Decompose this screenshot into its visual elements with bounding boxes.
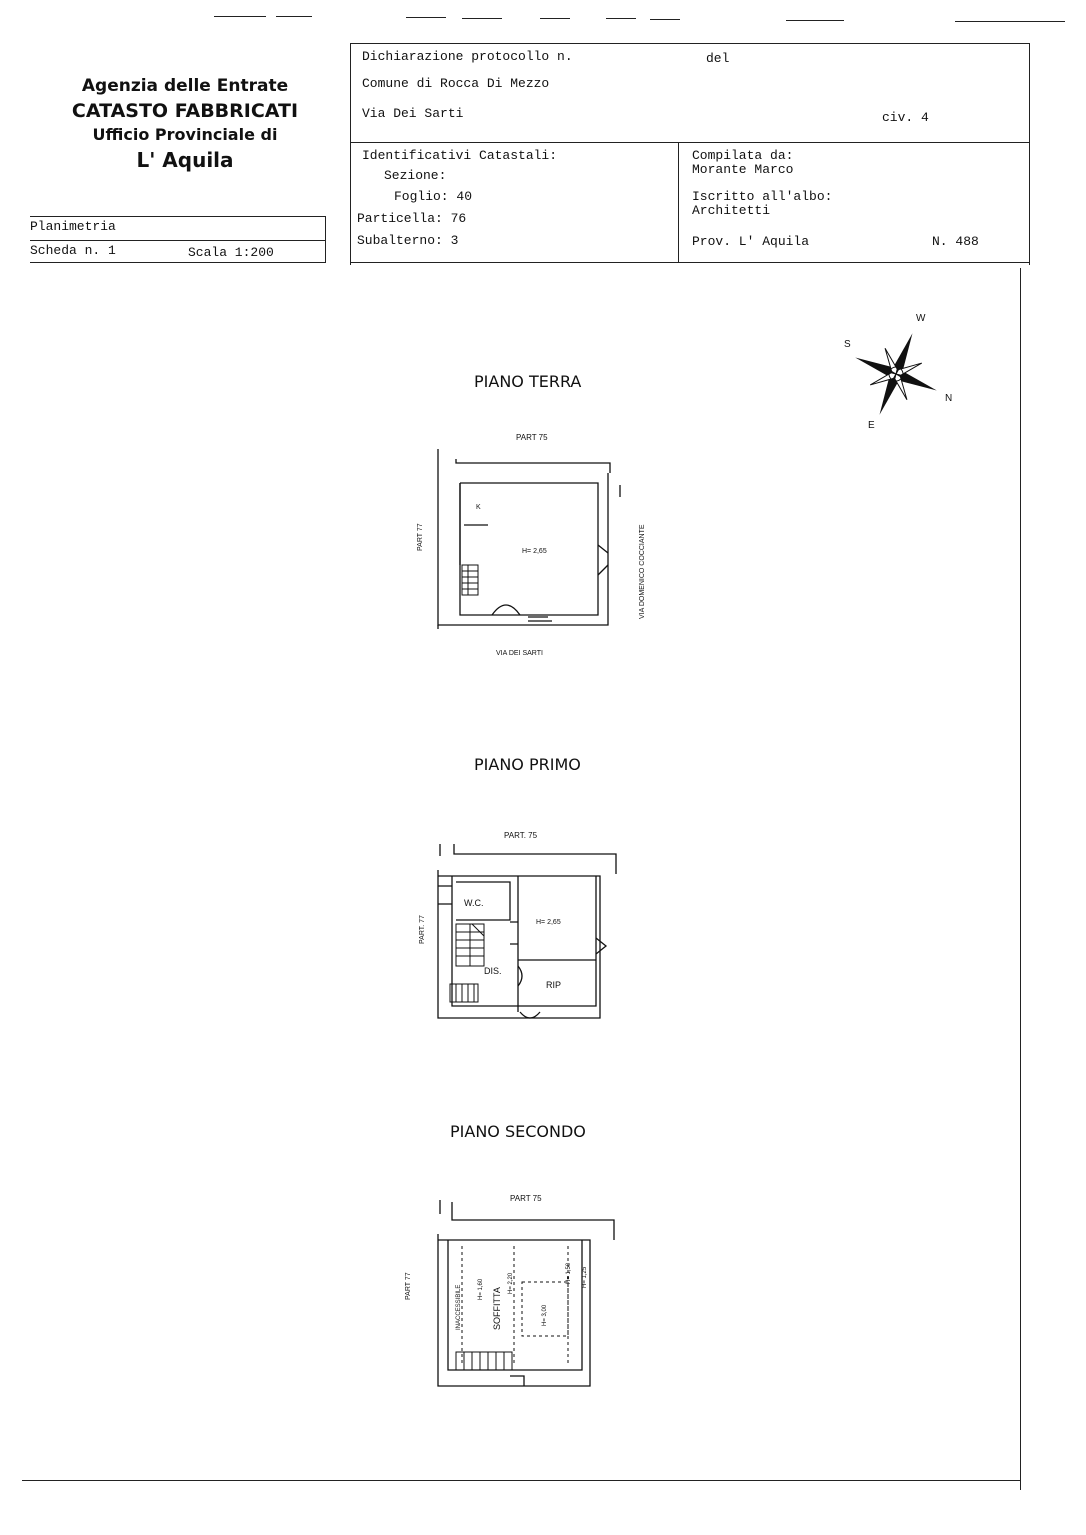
label-h125: H= 1,25	[582, 1266, 588, 1288]
address-label: Via Dei Sarti	[362, 106, 464, 121]
particella-label: Particella: 76	[357, 211, 467, 226]
compilata-label: Compilata da:	[692, 148, 794, 163]
label-inaccessibile: INACCESSIBILE	[456, 1284, 462, 1330]
agency-header	[40, 76, 330, 172]
label-k: K	[476, 504, 481, 511]
label-wc: W.C.	[464, 898, 484, 908]
floor-plan-primo	[400, 826, 640, 1026]
label-via-cocciante: VIA DOMENICO COCCIANTE	[639, 524, 646, 619]
floor-plan-secondo	[400, 1190, 630, 1400]
compass-e: E	[868, 420, 875, 431]
subalterno-label: Subalterno: 3	[357, 233, 459, 248]
province-label: Prov. L' Aquila	[692, 234, 810, 249]
catasto-title: CATASTO FABBRICATI	[71, 100, 299, 122]
compass-rose-icon	[838, 308, 958, 432]
compass-n: N	[945, 393, 953, 404]
label-part77-secondo: PART 77	[405, 1272, 412, 1300]
label-rip: RIP	[546, 980, 562, 990]
ufficio-city: L' Aquila	[136, 148, 234, 172]
label-soffitta: SOFFITTA	[492, 1287, 502, 1330]
scheda-type: Planimetria	[30, 219, 116, 234]
registration-number: N. 488	[932, 234, 979, 249]
label-h150: H= 1,50	[566, 1262, 572, 1284]
label-h220: H= 2,20	[508, 1272, 514, 1294]
scheda-number: Scheda n. 1	[30, 243, 116, 258]
label-h160: H= 1,60	[478, 1278, 484, 1300]
albo-label: Iscritto all'albo:	[692, 189, 833, 204]
label-h300: H= 3,00	[542, 1304, 548, 1326]
label-part75-secondo: PART 75	[510, 1194, 542, 1203]
floor-title-secondo: PIANO SECONDO	[450, 1122, 586, 1141]
label-part77-terra: PART 77	[417, 523, 424, 551]
identificativi-title: Identificativi Catastali:	[362, 148, 558, 163]
albo-value: Architetti	[692, 203, 771, 218]
compass-w: W	[916, 313, 926, 324]
protocol-label: Dichiarazione protocollo n.	[362, 49, 573, 64]
label-part77-primo: PART. 77	[419, 915, 426, 944]
floor-plan-terra	[398, 425, 668, 665]
label-via-sarti: VIA DEI SARTI	[496, 650, 543, 657]
agency-name: Agenzia delle Entrate	[81, 76, 289, 96]
scheda-scale: Scala 1:200	[188, 245, 274, 260]
label-height-terra: H= 2,65	[522, 548, 547, 555]
label-height-primo: H= 2,65	[536, 919, 561, 926]
label-dis: DIS.	[484, 966, 502, 976]
compass-s: S	[844, 339, 851, 350]
ufficio-label: Ufficio Provinciale di	[92, 125, 278, 144]
label-part75-primo: PART. 75	[504, 831, 538, 840]
civic-number: civ. 4	[882, 110, 929, 125]
sezione-label: Sezione:	[384, 168, 447, 183]
compilata-name: Morante Marco	[692, 162, 794, 177]
label-part75-terra: PART 75	[516, 433, 548, 442]
protocol-date-label: del	[706, 51, 730, 66]
floor-title-primo: PIANO PRIMO	[474, 755, 581, 774]
comune-label: Comune di Rocca Di Mezzo	[362, 76, 550, 91]
foglio-label: Foglio: 40	[394, 189, 473, 204]
floor-title-terra: PIANO TERRA	[474, 372, 582, 391]
